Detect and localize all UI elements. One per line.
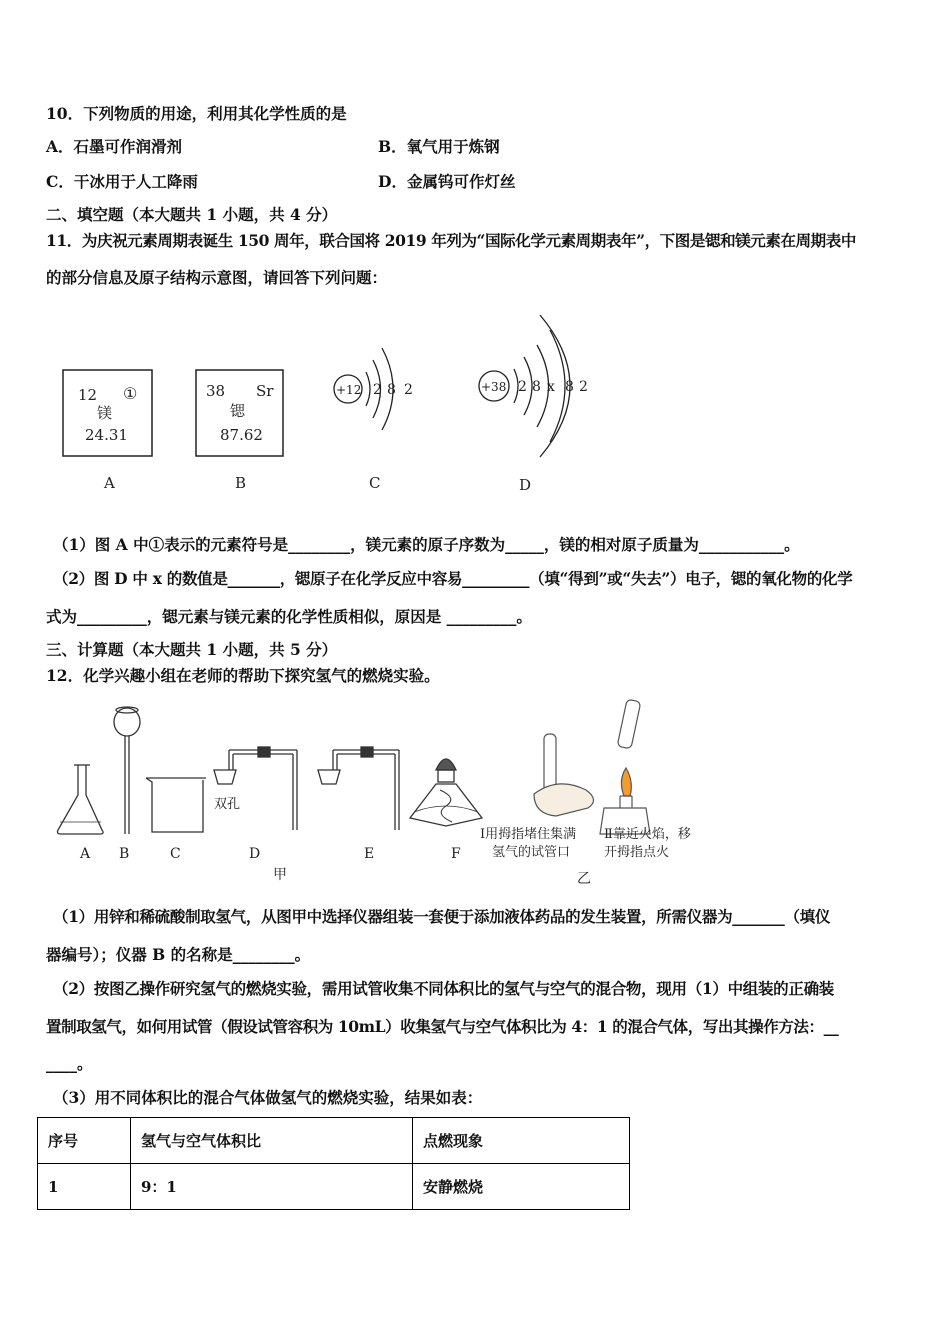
- q11-sub2-line1: （2）图 D 中 x 的数值是_______，锶原子在化学反应中容易_________（填“得到”或“失去”）电子，锶的氧化物的化学: [53, 569, 853, 588]
- q12-sub2-line1: （2）按图乙操作研究氢气的燃烧实验，需用试管收集不同体积比的氢气与空气的混合物，现用（1）中组装的正确装: [53, 979, 834, 998]
- step1-line1: Ⅰ用拇指堵住集满: [480, 827, 577, 842]
- atom-d-shell-4: 8: [565, 379, 574, 395]
- burner-with-tube: [600, 699, 650, 834]
- q11-sub2-line2: 式为_________，锶元素与镁元素的化学性质相似，原因是 _________。: [46, 607, 532, 626]
- element-card-a: [63, 370, 152, 492]
- apparatus-label-d: D: [249, 846, 261, 862]
- apparatus-a-flask: [57, 765, 103, 834]
- table-header-cell: 氢气与空气体积比: [131, 1118, 413, 1164]
- atom-diagram-d: [479, 315, 588, 494]
- table-header-cell: 点燃现象: [413, 1118, 630, 1164]
- atom-c-shell-1: 2: [373, 382, 382, 398]
- q12-stem: 12．化学兴趣小组在老师的帮助下探究氢气的燃烧实验。: [46, 666, 440, 685]
- section3-heading: 三、计算题（本大题共 1 小题，共 5 分）: [46, 640, 338, 659]
- q10-option-a: A．石墨可作润滑剂: [46, 137, 183, 156]
- atom-d-shell-1: 2: [518, 379, 527, 395]
- atom-d-shell-5: 2: [579, 379, 588, 395]
- figure-label-b: B: [235, 474, 247, 492]
- atom-d-shell-2: 8: [532, 379, 541, 395]
- atom-d-shell-3: x: [547, 379, 555, 395]
- element-card-b: [196, 370, 283, 492]
- hand-holding-tube: [534, 734, 594, 816]
- double-hole-label: 双孔: [214, 797, 241, 812]
- q10-stem: 10．下列物质的用途，利用其化学性质的是: [46, 104, 347, 123]
- table-row: [38, 1164, 630, 1210]
- q12-sub2-line2: 置制取氢气，如何用试管（假设试管容积为 10mL）收集氢气与空气体积比为 4：1 的混合气体，写出其操作方法：__: [46, 1017, 839, 1036]
- card-a-name: 镁: [97, 404, 113, 422]
- section2-heading: 二、填空题（本大题共 1 小题，共 4 分）: [46, 205, 338, 224]
- apparatus-label-a: A: [80, 846, 91, 862]
- apparatus-label-f: F: [451, 846, 461, 862]
- atom-c-shell-3: 2: [404, 382, 413, 398]
- table-cell: 9：1: [131, 1164, 413, 1210]
- card-a-mass: 24.31: [85, 426, 128, 444]
- step2-line1: Ⅱ靠近火焰，移: [604, 827, 691, 842]
- card-a-number: 12: [78, 386, 98, 404]
- card-b-number: 38: [206, 382, 226, 400]
- apparatus-d-stopper: [214, 747, 297, 830]
- group-label-jia: 甲: [273, 867, 287, 883]
- figure-label-c: C: [369, 474, 381, 492]
- results-table: [37, 1117, 630, 1210]
- q10-option-d: D．金属钨可作灯丝: [378, 172, 516, 191]
- q12-sub3: （3）用不同体积比的混合气体做氢气的燃烧实验，结果如表：: [53, 1088, 483, 1107]
- q11-sub1: （1）图 A 中①表示的元素符号是________，镁元素的原子序数为_____，镁的相对原子质量为___________。: [53, 535, 800, 554]
- apparatus-f-burner: [410, 759, 482, 826]
- apparatus-label-b: B: [119, 846, 130, 862]
- atom-diagram-c: [334, 348, 413, 492]
- card-b-name: 锶: [230, 402, 246, 420]
- step1-line2: 氢气的试管口: [492, 845, 571, 860]
- q12-sub1-line1: （1）用锌和稀硫酸制取氢气，从图甲中选择仪器组装一套便于添加液体药品的发生装置，所需仪器为_______（填仪: [53, 907, 831, 926]
- group-label-yi: 乙: [577, 871, 591, 887]
- apparatus-b-funnel: [114, 707, 140, 834]
- atom-c-shell-2: 8: [387, 382, 396, 398]
- card-b-mass: 87.62: [220, 426, 263, 444]
- card-a-symbol: ①: [123, 384, 138, 403]
- apparatus-c-beaker: [146, 778, 206, 832]
- table-header-cell: 序号: [38, 1118, 131, 1164]
- q11-stem-line2: 的部分信息及原子结构示意图，请回答下列问题：: [46, 268, 388, 287]
- apparatus-e-stopper: [318, 747, 399, 830]
- table-header-row: [38, 1118, 630, 1164]
- q10-option-b: B．氧气用于炼钢: [378, 137, 500, 156]
- apparatus-label-c: C: [170, 846, 181, 862]
- card-b-symbol: Sr: [256, 382, 274, 400]
- step2-line2: 开拇指点火: [604, 845, 670, 860]
- apparatus-label-e: E: [364, 846, 375, 862]
- atom-c-nucleus: +12: [336, 383, 362, 397]
- table-cell: 1: [38, 1164, 131, 1210]
- q11-stem-line1: 11．为庆祝元素周期表诞生 150 周年，联合国将 2019 年列为“国际化学元素周期表年”，下图是锶和镁元素在周期表中: [46, 231, 856, 250]
- q10-option-c: C．干冰用于人工降雨: [46, 172, 198, 191]
- table-cell: 安静燃烧: [413, 1164, 630, 1210]
- q12-sub1-line2: 器编号）；仪器 B 的名称是________。: [46, 945, 311, 964]
- q12-sub2-line3: ____。: [46, 1054, 93, 1073]
- atom-d-nucleus: +38: [481, 380, 507, 394]
- figure-label-a: A: [104, 474, 115, 492]
- figure-label-d: D: [519, 476, 532, 494]
